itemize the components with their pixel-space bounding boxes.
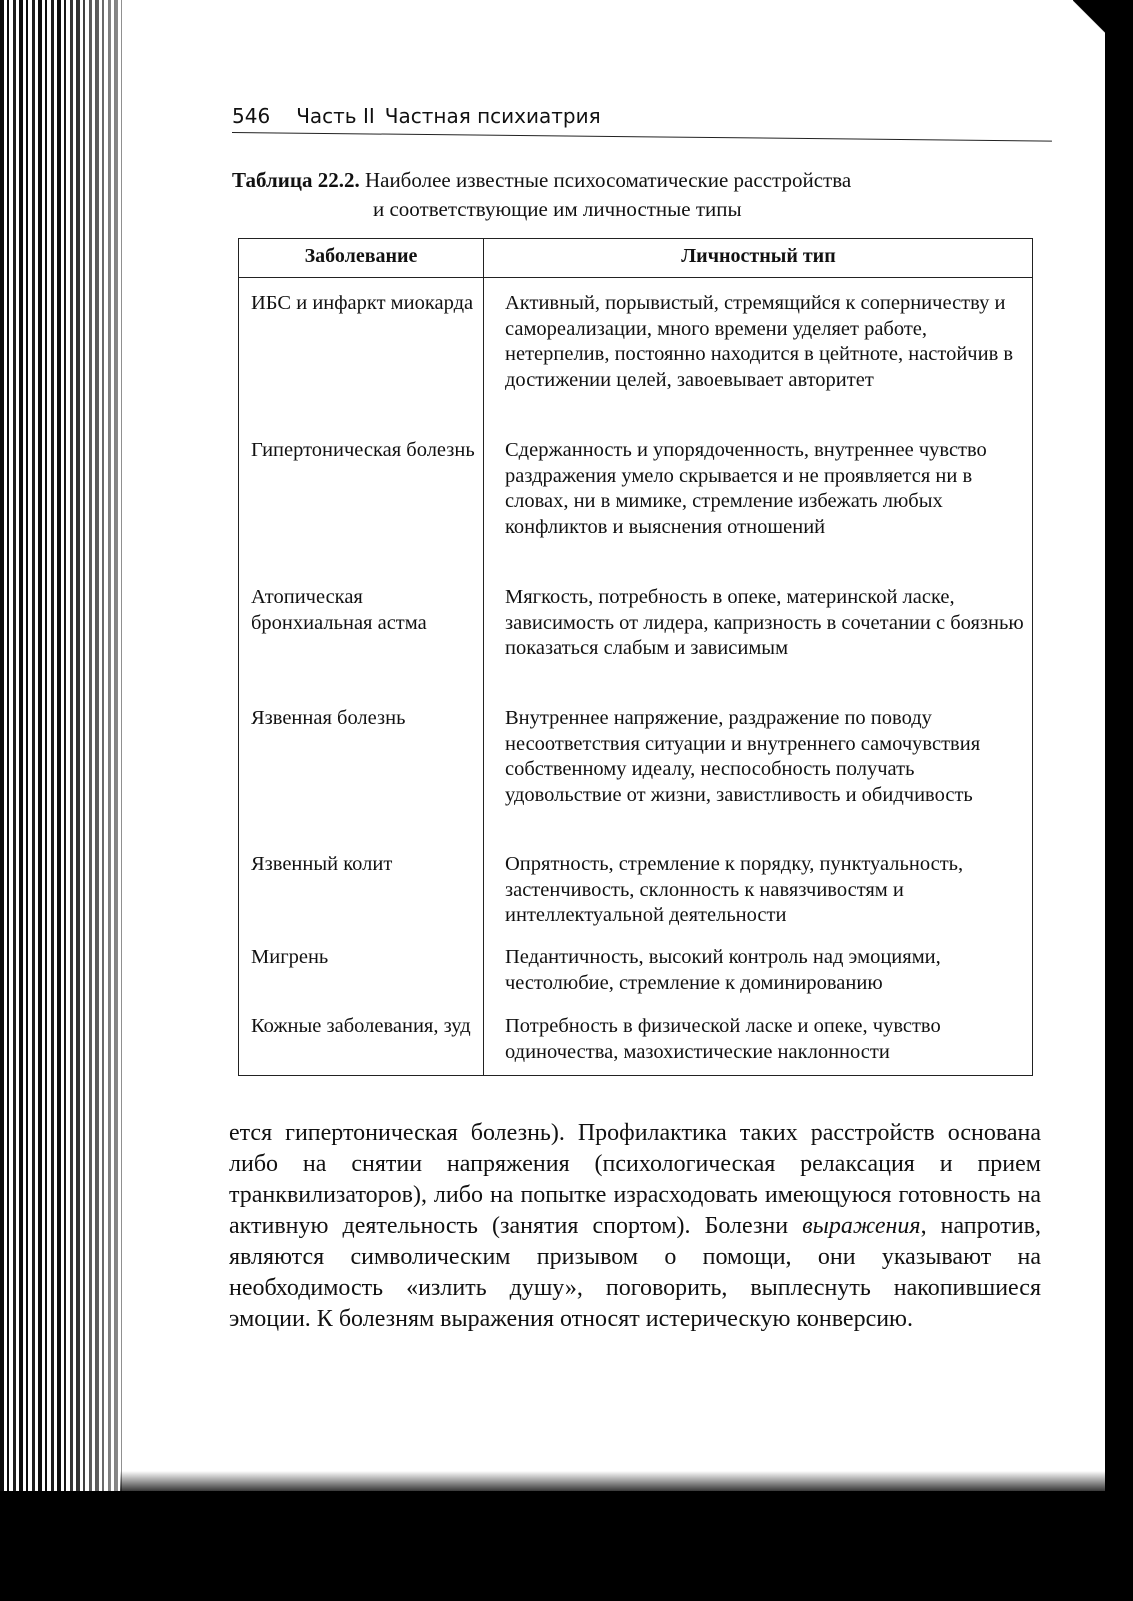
page-number: 546 xyxy=(232,104,271,128)
disease-cell: Гипертоническая болезнь xyxy=(251,439,475,461)
column-header-disease: Заболевание xyxy=(304,245,418,267)
disease-cell: Мигрень xyxy=(251,946,329,968)
personality-cell: Мягкость, потребность в опеке, материнской ласке, зависимость от лидера, капризность в сочетании с боязнью показаться слабым и зависимым xyxy=(505,586,1024,659)
body-text-part2: , напротив, являются символическим призывом о помощи, они указывают на необходимость «излить душу», поговорить, выплеснуть накопившиеся эмоции. К болезням выражения относят истерическую конверсию. xyxy=(229,1213,1041,1332)
column-header-personality: Личностный тип xyxy=(681,245,836,267)
table-caption-line1: Наиболее известные психосоматические расстройства xyxy=(364,168,852,192)
body-text-part1: ется гипертоническая болезнь). Профилактика таких расстройств основана либо на снятии напряжения (психологическая релаксация и прием транквилизаторов), либо на попытке израсходовать имеющуюся готовность на активную деятельность (занятия спортом). Болезни xyxy=(229,1120,1041,1239)
right-page-edge-shadow xyxy=(1105,0,1133,1601)
personality-cell: Опрятность, стремление к порядку, пунктуальность, застенчивость, склонность к навязчивостям и интеллектуальной деятельности xyxy=(505,853,964,926)
running-head xyxy=(232,104,601,128)
bottom-scan-shadow xyxy=(0,1491,1133,1601)
personality-cell: Активный, порывистый, стремящийся к соперничеству и самореализации, много времени уделяет работе, нетерпелив, постоянно находится в цейтноте, настойчив в достижении целей, завоевывает авторитет xyxy=(505,292,1014,391)
bottom-shadow-gradient xyxy=(120,1471,1133,1493)
body-paragraph xyxy=(229,1118,1041,1335)
table-caption xyxy=(232,166,992,224)
top-right-corner-shadow xyxy=(1073,0,1133,60)
disease-cell: Язвенный колит xyxy=(251,853,393,875)
personality-cell: Педантичность, высокий контроль над эмоциями, честолюбие, стремление к доминированию xyxy=(505,946,941,994)
disease-cell: Атопическая бронхиальная астма xyxy=(251,586,427,634)
column-divider xyxy=(483,239,484,1075)
disease-cell: ИБС и инфаркт миокарда xyxy=(251,292,474,314)
body-text-emphasis: выражения xyxy=(802,1213,921,1239)
disease-cell: Кожные заболевания, зуд xyxy=(251,1015,471,1037)
disease-cell: Язвенная болезнь xyxy=(251,707,406,729)
binding-shadow xyxy=(60,0,122,1601)
header-rule xyxy=(232,132,1052,142)
psychosomatic-table xyxy=(238,238,1033,1076)
personality-cell: Потребность в физической ласке и опеке, чувство одиночества, мазохистические наклонности xyxy=(505,1015,941,1063)
part-label: Часть II xyxy=(296,104,375,128)
section-title: Частная психиатрия xyxy=(384,104,601,128)
table-header-rule xyxy=(239,277,1032,278)
personality-cell: Внутреннее напряжение, раздражение по поводу несоответствия ситуации и внутреннего самочувствия собственному идеалу, неспособность получать удовольствие от жизни, завистливость и обидчивость xyxy=(505,707,981,806)
table-caption-label: Таблица 22.2. xyxy=(232,168,360,192)
table-caption-line2: и соответствующие им личностные типы xyxy=(373,197,742,221)
personality-cell: Сдержанность и упорядоченность, внутреннее чувство раздражения умело скрывается и не проявляется ни в словах, ни в мимике, стремление избежать любых конфликтов и выяснения отношений xyxy=(505,439,987,538)
